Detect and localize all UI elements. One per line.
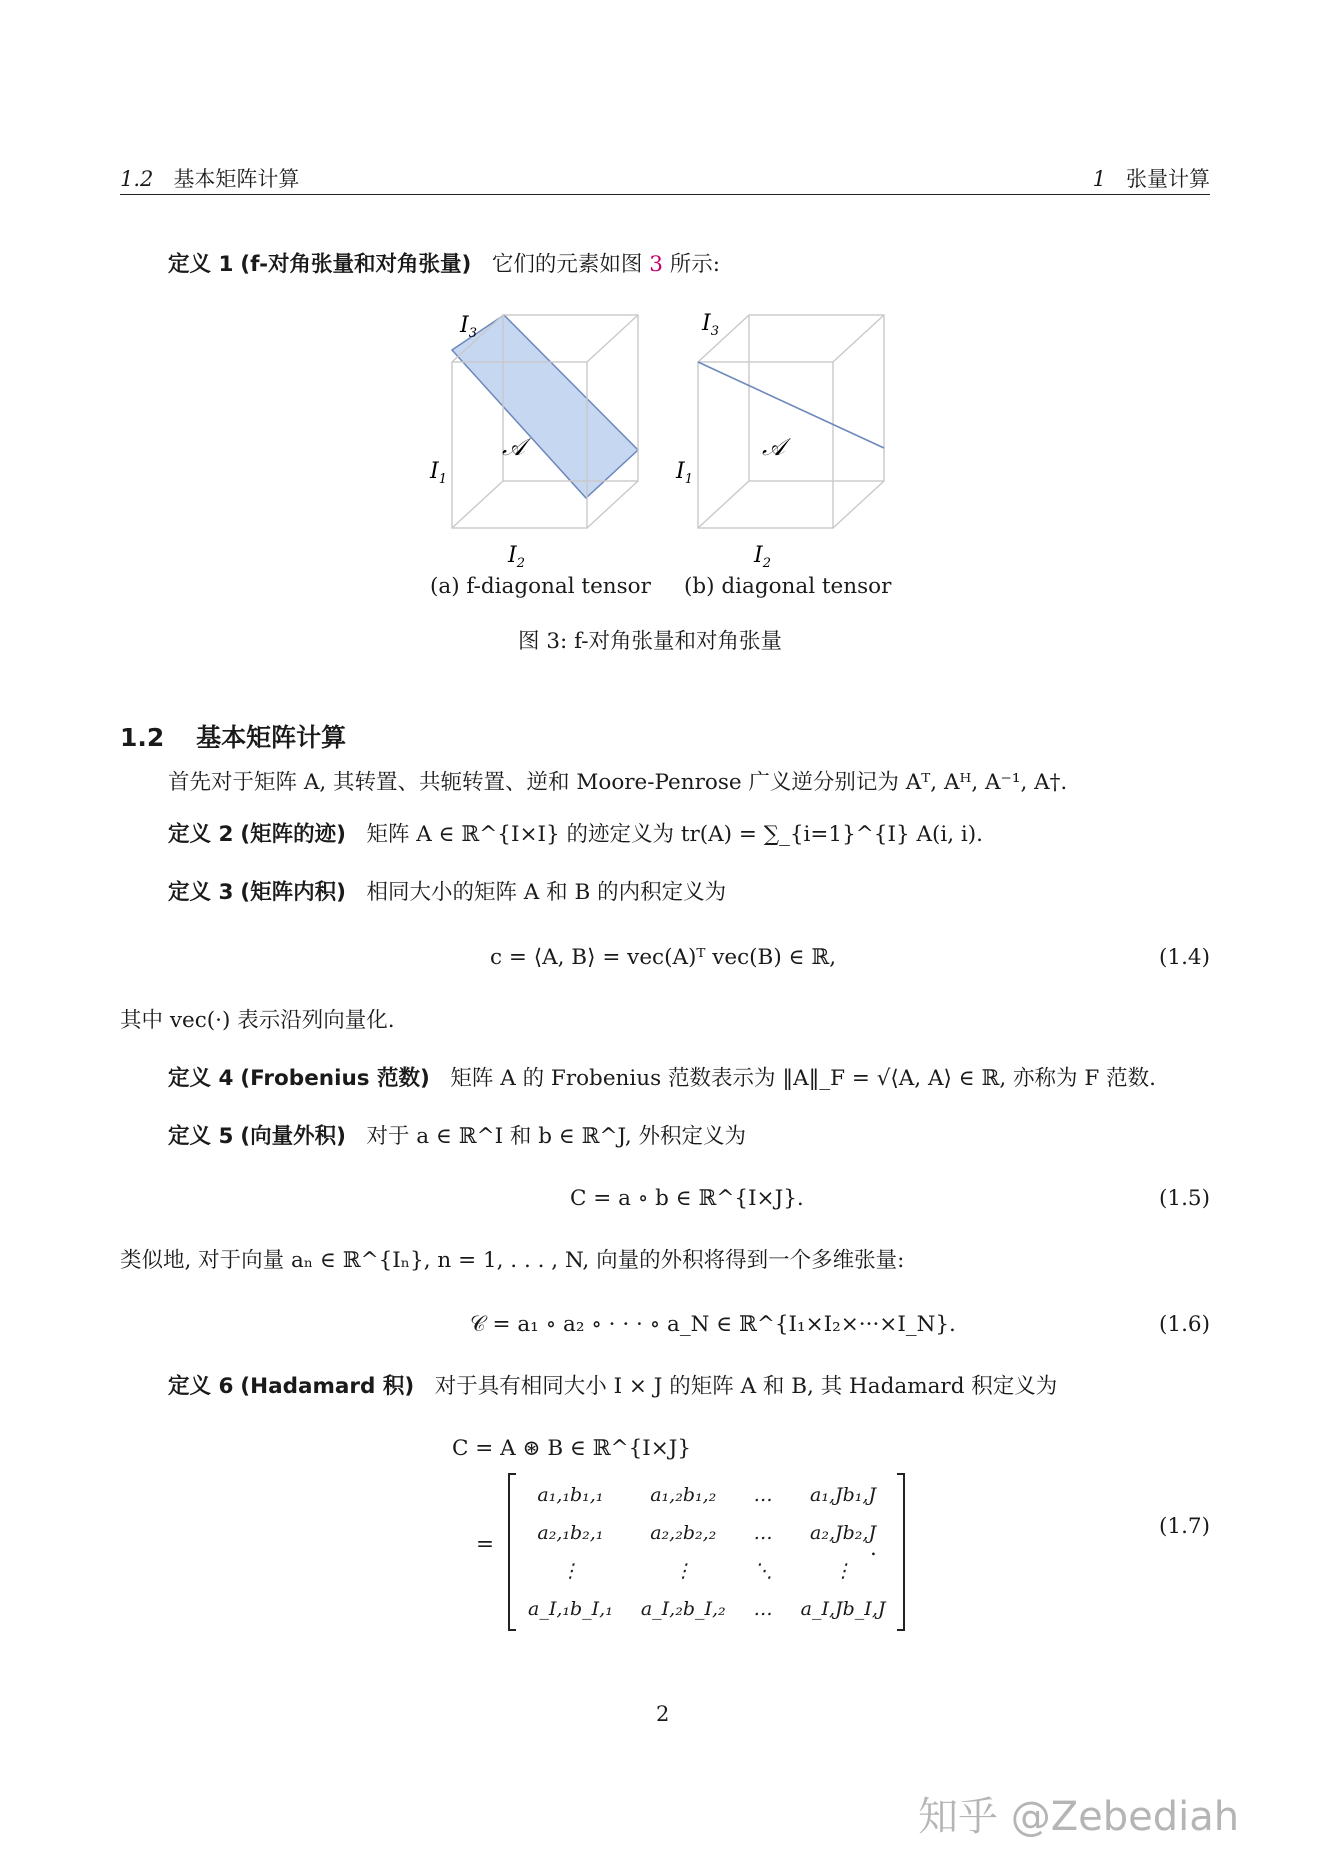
figure-a-caption: (a) f-diagonal tensor <box>430 574 651 599</box>
equation-1-6-number: (1.6) <box>1159 1312 1210 1337</box>
def6-text: 对于具有相同大小 I × J 的矩阵 A 和 B, 其 Hadamard 积定义为 <box>434 1374 1058 1399</box>
matrix-cell: ⋮ <box>673 1560 693 1582</box>
header-rule <box>120 194 1210 195</box>
matrix-cell: ⋱ <box>753 1560 773 1582</box>
matrix-cell: a_I,Jb_I,J <box>800 1598 886 1620</box>
figure-a-f-diagonal-tensor <box>420 300 660 580</box>
header-left-title: 基本矩阵计算 <box>173 167 300 191</box>
matrix-cell: a₁,₂b₁,₂ <box>650 1484 717 1506</box>
def2-label: 定义 2 <box>168 822 234 847</box>
equation-1-7-first-line: C = A ⊛ B ∈ ℝ^{I×J} <box>452 1436 692 1461</box>
def5-text: 对于 a ∈ ℝ^I 和 b ∈ ℝ^J, 外积定义为 <box>366 1124 747 1149</box>
matrix-row <box>514 1552 899 1590</box>
matrix-row <box>514 1590 899 1628</box>
def3-text: 相同大小的矩阵 A 和 B 的内积定义为 <box>366 880 727 905</box>
figure-a-I3-label: $I_3$ <box>460 313 477 341</box>
def2-text: 矩阵 A ∈ ℝ^{I×I} 的迹定义为 tr(A) = ∑_{i=1}^{I} A(i, i). <box>366 822 984 847</box>
equation-1-7-period: . <box>870 1536 877 1561</box>
header-right-title: 张量计算 <box>1126 167 1210 191</box>
figure-b-I2-label: $I_2$ <box>754 543 771 571</box>
matrix-cell: a₂,₂b₂,₂ <box>650 1522 717 1544</box>
matrix-cell: ⋮ <box>560 1560 580 1582</box>
header-left-number: 1.2 <box>120 167 154 191</box>
equation-1-4: c = ⟨A, B⟩ = vec(A)ᵀ vec(B) ∈ ℝ, <box>490 945 837 970</box>
def6-title: (Hadamard 积) <box>240 1374 415 1399</box>
figure-b-I3-label: $I_3$ <box>702 311 719 339</box>
def4-label: 定义 4 <box>168 1066 234 1091</box>
matrix-cell: a_I,₂b_I,₂ <box>640 1598 726 1620</box>
equation-1-7-equals: = <box>476 1532 495 1557</box>
figure-b-cube-edges <box>698 315 884 528</box>
figure-a-I1-label: $I_1$ <box>430 459 447 487</box>
after-equation-1-4: 其中 vec(·) 表示沿列向量化. <box>120 1008 395 1033</box>
header-right <box>1093 163 1210 193</box>
def2-title: (矩阵的迹) <box>240 822 346 847</box>
def4-title: (Frobenius 范数) <box>240 1066 430 1091</box>
equation-1-7-matrix <box>508 1474 905 1630</box>
hadamard-matrix-table <box>514 1476 899 1628</box>
figure-b-tensor-label: 𝒜 <box>762 433 785 461</box>
figure-b-diagonal-line <box>698 362 884 448</box>
def3-title: (矩阵内积) <box>240 880 346 905</box>
definition-3 <box>168 878 726 908</box>
definition-1 <box>168 250 720 280</box>
definition-4 <box>168 1064 1156 1094</box>
figure-a-diagonal-slab <box>452 315 638 498</box>
def4-text: 矩阵 A 的 Frobenius 范数表示为 ‖A‖_F = √⟨A, A⟩ ∈ ℝ, 亦称为 F 范数. <box>450 1066 1156 1091</box>
intro-paragraph: 首先对于矩阵 A, 其转置、共轭转置、逆和 Moore-Penrose 广义逆分别记为 Aᵀ, Aᴴ, A⁻¹, A†. <box>168 770 1068 795</box>
matrix-cell: a_I,₁b_I,₁ <box>528 1598 613 1620</box>
matrix-row <box>514 1476 899 1514</box>
definition-2 <box>168 820 983 850</box>
figure-b-I1-label: $I_1$ <box>676 459 693 487</box>
section-title: 基本矩阵计算 <box>196 723 347 752</box>
equation-1-5-number: (1.5) <box>1159 1186 1210 1211</box>
def5-title: (向量外积) <box>240 1124 346 1149</box>
section-heading <box>120 718 346 754</box>
matrix-cell: … <box>753 1522 773 1544</box>
equation-1-4-number: (1.4) <box>1159 945 1210 970</box>
matrix-cell: ⋮ <box>833 1560 853 1582</box>
matrix-cell: … <box>753 1598 773 1620</box>
definition-6 <box>168 1372 1057 1402</box>
matrix-cell: a₁,₁b₁,₁ <box>537 1484 604 1506</box>
definition-5 <box>168 1122 746 1152</box>
matrix-cell: … <box>753 1484 773 1506</box>
header-right-number: 1 <box>1092 167 1106 191</box>
def3-label: 定义 3 <box>168 880 234 905</box>
page-number: 2 <box>656 1702 670 1726</box>
def1-label: 定义 1 <box>168 252 234 277</box>
figure-b-caption: (b) diagonal tensor <box>684 574 892 599</box>
zhihu-watermark: 知乎 @Zebediah <box>918 1794 1240 1840</box>
def5-label: 定义 5 <box>168 1124 234 1149</box>
equation-1-5: C = a ∘ b ∈ ℝ^{I×J}. <box>570 1186 804 1211</box>
figure-caption: 图 3: f-对角张量和对角张量 <box>518 629 783 654</box>
figure-b-diagonal-tensor <box>666 300 906 580</box>
section-number: 1.2 <box>120 723 165 752</box>
def1-title: (f-对角张量和对角张量) <box>240 252 472 277</box>
def1-text-a: 它们的元素如图 <box>491 252 643 277</box>
def1-text-b: 所示: <box>669 252 721 277</box>
matrix-cell: a₂,Jb₂,J <box>810 1522 877 1544</box>
matrix-cell: a₁,Jb₁,J <box>810 1484 877 1506</box>
figure-a-I2-label: $I_2$ <box>508 543 525 571</box>
equation-1-7-number: (1.7) <box>1159 1514 1210 1539</box>
equation-1-6: 𝒞 = a₁ ∘ a₂ ∘ · · · ∘ a_N ∈ ℝ^{I₁×I₂×···×I_N}. <box>470 1312 956 1337</box>
matrix-cell: a₂,₁b₂,₁ <box>537 1522 604 1544</box>
header-left <box>120 163 299 193</box>
figure-a-tensor-label: 𝒜 <box>502 433 525 461</box>
def6-label: 定义 6 <box>168 1374 234 1399</box>
after-equation-1-5: 类似地, 对于向量 aₙ ∈ ℝ^{Iₙ}, n = 1, . . . , N, 向量的外积将得到一个多维张量: <box>120 1248 905 1273</box>
figure-reference-link[interactable]: 3 <box>649 252 663 277</box>
matrix-row <box>514 1514 899 1552</box>
